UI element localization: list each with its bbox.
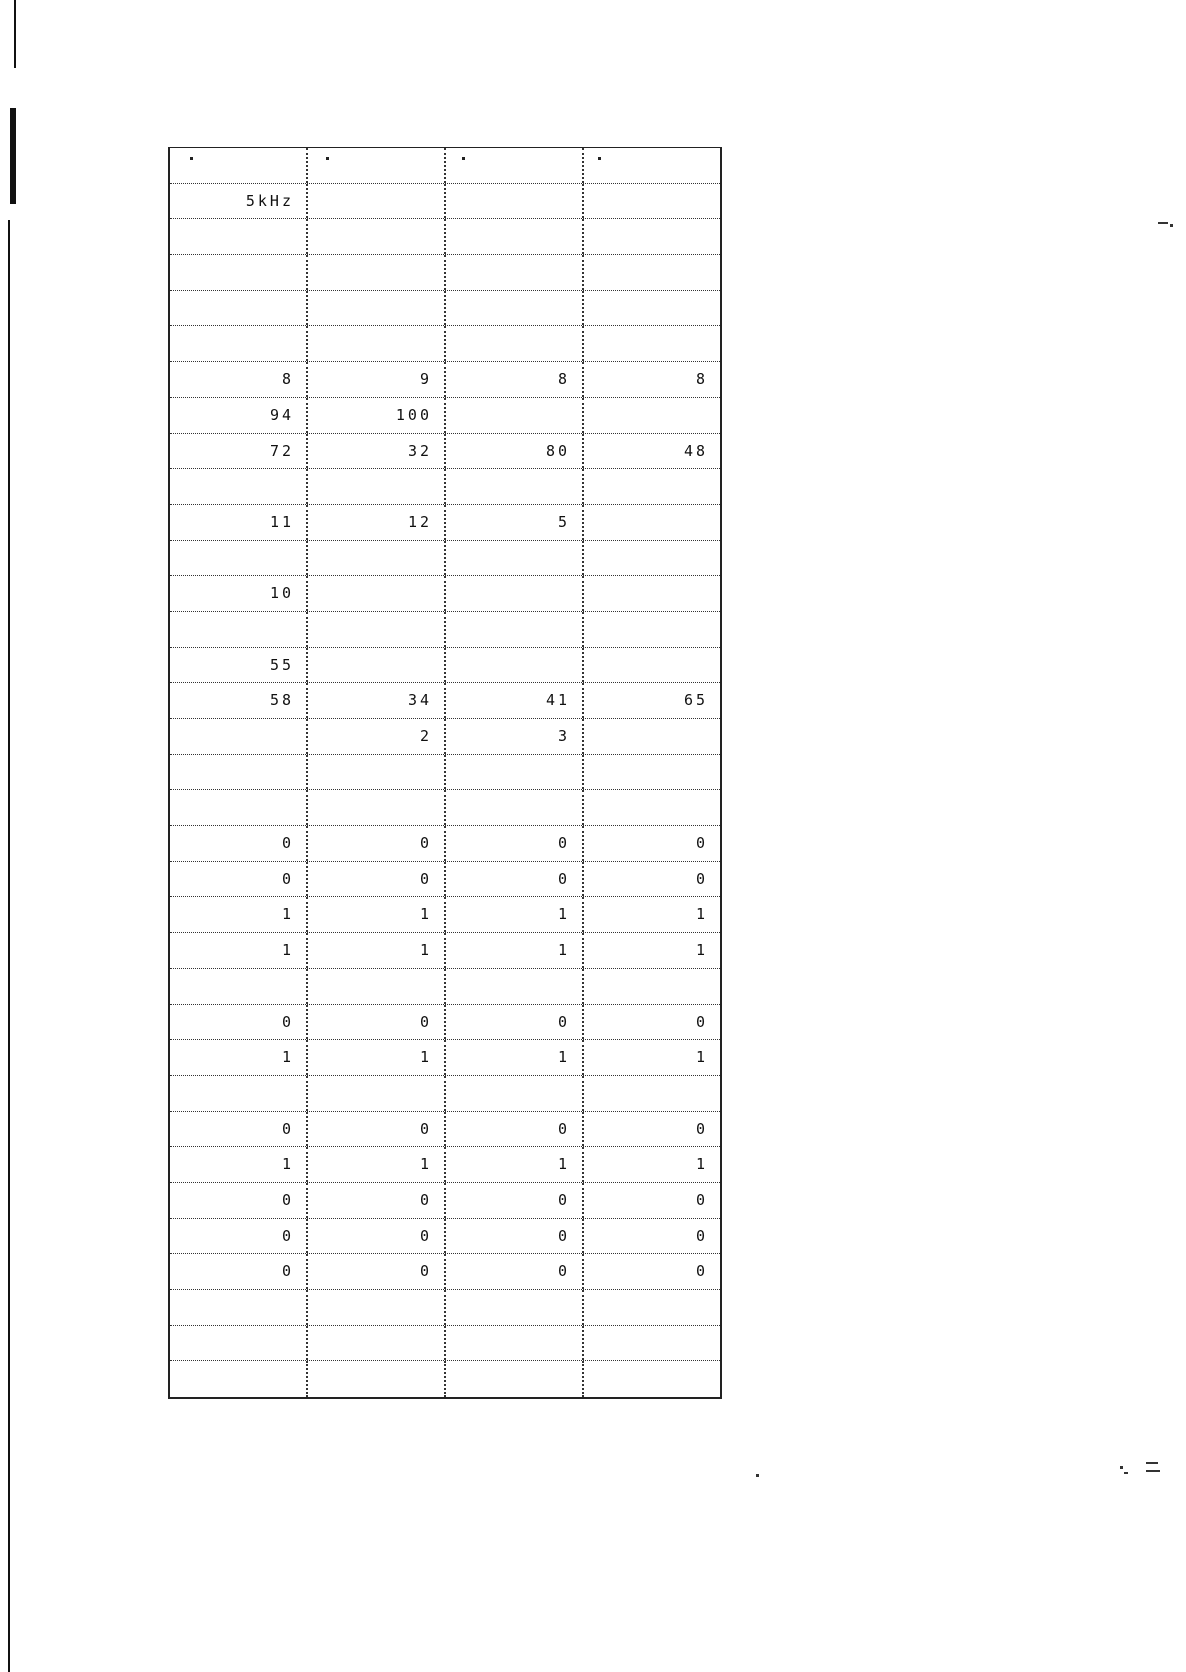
table-row <box>170 291 720 327</box>
table-cell: 0 <box>170 1219 308 1254</box>
table-cell: 0 <box>695 1119 708 1138</box>
table-cell: 8 <box>446 362 584 397</box>
header-bullet <box>326 157 329 160</box>
scan-speck <box>756 1474 759 1477</box>
table-cell <box>308 1290 446 1325</box>
table-cell <box>446 1326 584 1361</box>
table-cell <box>584 469 720 504</box>
table-row <box>170 1112 720 1148</box>
table-cell: 5 <box>446 505 584 540</box>
table-cell: 1 <box>308 933 446 968</box>
table-row <box>170 1076 720 1112</box>
table-row <box>170 219 720 255</box>
table-cell <box>170 719 308 754</box>
header-bullet <box>462 157 465 160</box>
table-cell <box>584 719 720 754</box>
table-cell: 1 <box>170 933 308 968</box>
table-row <box>170 1361 720 1397</box>
table-row <box>170 755 720 791</box>
table-cell <box>308 255 446 290</box>
table-cell <box>584 219 720 254</box>
table-cell <box>584 148 720 183</box>
table-cell <box>584 1290 720 1325</box>
table-cell: 0 <box>170 862 308 897</box>
table-cell <box>584 648 720 683</box>
table-cell <box>446 1076 584 1111</box>
table-cell <box>446 1361 584 1397</box>
table-row <box>170 648 720 684</box>
table-cell: 1 <box>170 1040 308 1075</box>
table-cell: 0 <box>695 1012 708 1031</box>
table-cell <box>584 576 720 611</box>
table-cell: 5kHz <box>170 184 308 219</box>
table-cell <box>446 541 584 576</box>
table-cell <box>170 469 308 504</box>
table-cell <box>584 398 720 433</box>
table-cell: 1 <box>695 1155 708 1174</box>
table-row <box>170 184 720 220</box>
table-cell <box>584 184 720 219</box>
table-cell <box>584 505 720 540</box>
table-cell <box>308 612 446 647</box>
table-cell: 10 <box>170 576 308 611</box>
table-cell: 1 <box>695 905 708 924</box>
table-cell <box>170 326 308 361</box>
table-row <box>170 790 720 826</box>
table-cell <box>308 1361 446 1397</box>
table-cell: 48 <box>683 441 708 460</box>
table-cell: 1 <box>308 897 446 932</box>
table-cell: 0 <box>308 1112 446 1147</box>
table-cell: 0 <box>170 1183 308 1218</box>
table-cell: 0 <box>170 1112 308 1147</box>
table-row <box>170 969 720 1005</box>
table-cell: 1 <box>170 897 308 932</box>
table-cell: 1 <box>308 1147 446 1182</box>
table-cell: 0 <box>695 1190 708 1209</box>
table-cell <box>170 219 308 254</box>
table-cell: 0 <box>446 826 584 861</box>
table-cell: 58 <box>170 683 308 718</box>
table-cell <box>170 1326 308 1361</box>
table-cell <box>584 326 720 361</box>
table-cell: 1 <box>308 1040 446 1075</box>
table-cell: 94 <box>170 398 308 433</box>
table-row <box>170 469 720 505</box>
table-cell: 0 <box>170 826 308 861</box>
table-cell: 34 <box>308 683 446 718</box>
table-cell <box>170 969 308 1004</box>
table-row <box>170 255 720 291</box>
table-row <box>170 1005 720 1041</box>
table-cell <box>446 1290 584 1325</box>
table-cell: 0 <box>446 1183 584 1218</box>
table-cell <box>308 219 446 254</box>
table-row <box>170 398 720 434</box>
table-cell: 8 <box>170 362 308 397</box>
table-row <box>170 576 720 612</box>
table-row <box>170 1040 720 1076</box>
table-cell <box>308 184 446 219</box>
table-cell <box>584 541 720 576</box>
table-cell <box>308 148 446 183</box>
scan-speck <box>1170 224 1173 227</box>
table-cell <box>446 148 584 183</box>
table-cell: 0 <box>695 834 708 853</box>
table-cell <box>446 790 584 825</box>
table-cell <box>584 969 720 1004</box>
table-cell <box>170 790 308 825</box>
table-row <box>170 148 720 184</box>
table-row <box>170 826 720 862</box>
table-row <box>170 897 720 933</box>
table-cell: 65 <box>683 691 708 710</box>
table-cell <box>170 612 308 647</box>
table-cell <box>170 255 308 290</box>
table-row <box>170 541 720 577</box>
table-cell: 1 <box>446 897 584 932</box>
table-cell: 0 <box>446 1005 584 1040</box>
table-cell: 1 <box>446 1040 584 1075</box>
table-cell <box>308 469 446 504</box>
table-cell: 0 <box>446 1112 584 1147</box>
table-cell: 0 <box>308 1254 446 1289</box>
table-cell <box>446 755 584 790</box>
table-cell: 0 <box>446 862 584 897</box>
table-cell: 100 <box>308 398 446 433</box>
table-cell: 0 <box>695 869 708 888</box>
table-cell: 0 <box>170 1254 308 1289</box>
margin-rule-long <box>8 220 10 1672</box>
table-cell <box>446 612 584 647</box>
table-cell <box>446 291 584 326</box>
table-cell <box>446 398 584 433</box>
table-cell: 1 <box>170 1147 308 1182</box>
table-row <box>170 1183 720 1219</box>
table-cell <box>308 969 446 1004</box>
table-cell: 3 <box>446 719 584 754</box>
table-cell <box>308 576 446 611</box>
scan-speck <box>1120 1466 1123 1469</box>
table-row <box>170 1326 720 1362</box>
table-cell <box>584 291 720 326</box>
table-row <box>170 326 720 362</box>
table-cell <box>308 648 446 683</box>
table-cell: 12 <box>308 505 446 540</box>
table-cell: 80 <box>446 434 584 469</box>
table-cell: 0 <box>695 1262 708 1281</box>
header-bullet <box>190 157 193 160</box>
table-row <box>170 612 720 648</box>
table-cell: 0 <box>446 1254 584 1289</box>
table-cell: 41 <box>446 683 584 718</box>
table-row <box>170 434 720 470</box>
table-row <box>170 1219 720 1255</box>
table-cell: 0 <box>308 1219 446 1254</box>
table-row <box>170 1254 720 1290</box>
table-cell: 0 <box>308 1005 446 1040</box>
table-cell <box>170 755 308 790</box>
table-cell <box>170 1290 308 1325</box>
scan-speck <box>1146 1470 1160 1472</box>
table-cell <box>584 1326 720 1361</box>
table-cell: 0 <box>308 826 446 861</box>
table-cell: 72 <box>170 434 308 469</box>
header-bullet <box>598 157 601 160</box>
scan-speck <box>1146 1462 1158 1464</box>
table-cell <box>446 326 584 361</box>
table-cell <box>170 1361 308 1397</box>
table-row <box>170 862 720 898</box>
table-cell: 1 <box>695 1048 708 1067</box>
table-cell: 11 <box>170 505 308 540</box>
table-cell <box>584 612 720 647</box>
table-cell: 55 <box>170 648 308 683</box>
table-cell <box>584 255 720 290</box>
table-cell: 32 <box>308 434 446 469</box>
table-cell: 1 <box>695 941 708 960</box>
table-row <box>170 719 720 755</box>
table-cell <box>446 219 584 254</box>
table-cell <box>584 1076 720 1111</box>
table-cell <box>308 541 446 576</box>
table-cell <box>446 184 584 219</box>
table-cell: 1 <box>446 933 584 968</box>
table-cell <box>446 648 584 683</box>
table-row <box>170 933 720 969</box>
table-cell <box>170 1076 308 1111</box>
table-cell <box>446 576 584 611</box>
table-cell <box>308 1326 446 1361</box>
scan-speck <box>1158 222 1168 224</box>
table-row <box>170 505 720 541</box>
table-row <box>170 362 720 398</box>
table-cell <box>446 255 584 290</box>
table-cell <box>308 291 446 326</box>
table-cell <box>170 541 308 576</box>
table-row <box>170 683 720 719</box>
table-cell: 0 <box>308 1183 446 1218</box>
table-cell <box>308 755 446 790</box>
table-cell <box>584 755 720 790</box>
table-cell: 8 <box>695 370 708 389</box>
table-cell: 2 <box>308 719 446 754</box>
table-row <box>170 1147 720 1183</box>
table-cell <box>170 148 308 183</box>
table-cell: 0 <box>446 1219 584 1254</box>
table-cell: 0 <box>695 1226 708 1245</box>
data-table <box>168 147 722 1399</box>
table-cell: 0 <box>308 862 446 897</box>
table-cell <box>446 469 584 504</box>
table-cell <box>446 969 584 1004</box>
table-row <box>170 1290 720 1326</box>
table-cell <box>308 1076 446 1111</box>
table-cell <box>308 326 446 361</box>
table-cell <box>170 291 308 326</box>
table-cell <box>308 790 446 825</box>
scan-speck <box>1124 1472 1128 1474</box>
table-cell: 1 <box>446 1147 584 1182</box>
table-cell: 0 <box>170 1005 308 1040</box>
table-cell: 9 <box>308 362 446 397</box>
margin-rule-thick <box>10 108 16 204</box>
table-cell <box>584 1361 720 1397</box>
margin-rule-top <box>14 0 16 68</box>
table-cell <box>584 790 720 825</box>
